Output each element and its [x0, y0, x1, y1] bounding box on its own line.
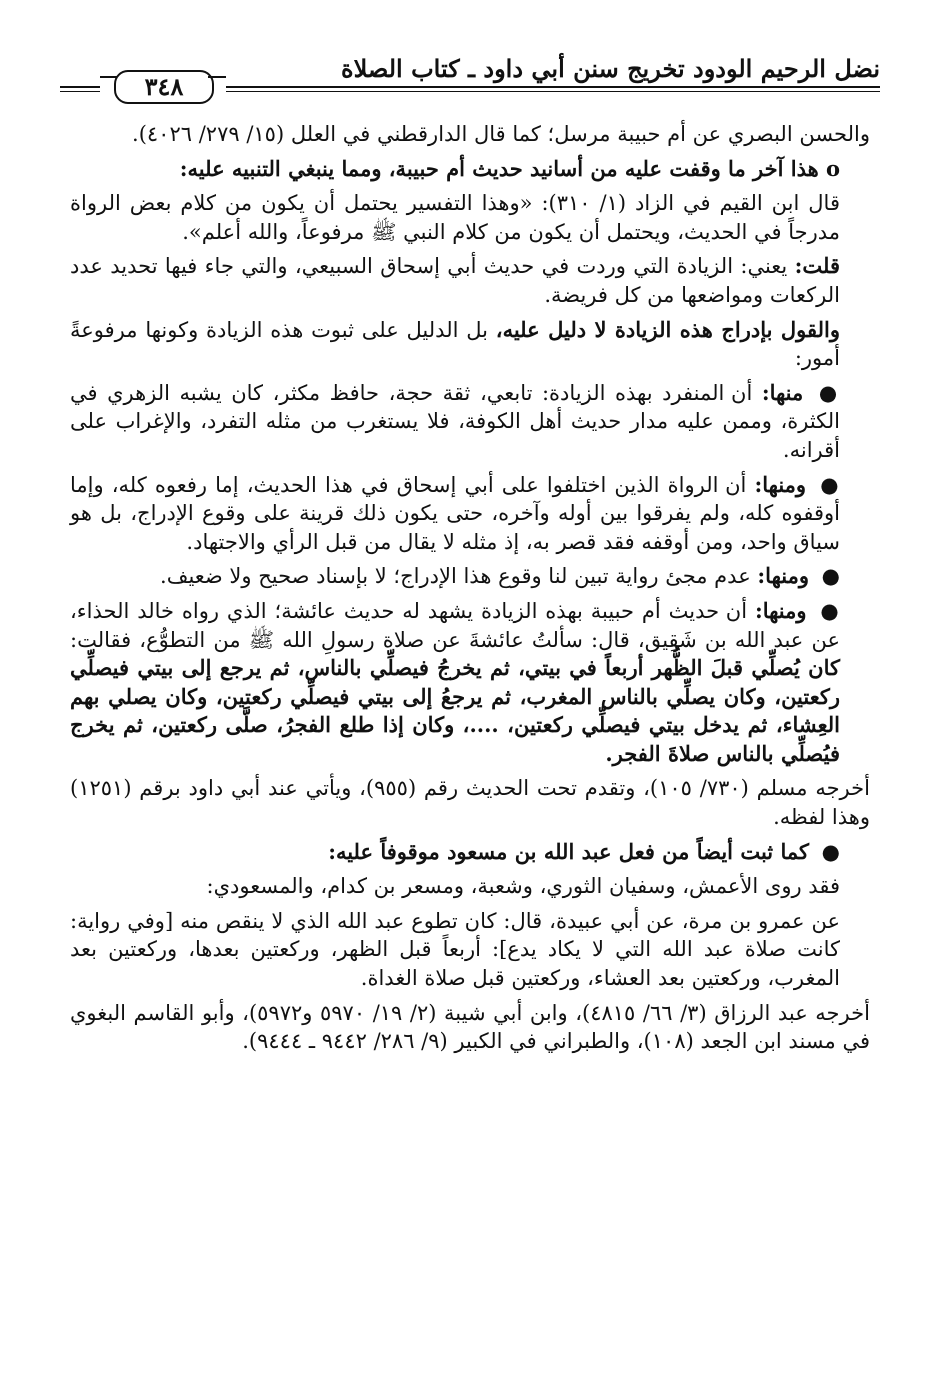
paragraph-5-text: بل الدليل على ثبوت هذه الزيادة وكونها مرفوعةً أمور: [70, 317, 840, 371]
bullet: ● [820, 597, 840, 623]
paragraph-11-text: كما ثبت أيضاً من فعل عبد الله بن مسعود موقوفاً عليه: [328, 838, 809, 864]
paragraph-10: أخرجه مسلم (٧٣٠/ ١٠٥)، وتقدم تحت الحديث رقم (٩٥٥)، ويأتي عند أبي داود برقم (١٢٥١) وهذا لفظه. [70, 776, 870, 830]
paragraph-3: قال ابن القيم في الزاد (١/ ٣١٠): «وهذا التفسير يحتمل أن يكون من كلام بعض الرواة مدرجاً في الحديث، ويحتمل أن يكون من كلام النبي ﷺ مرفوعاً، والله أعلم». [70, 191, 840, 244]
paragraph-4-lead: قلت: [794, 253, 840, 279]
page-number: ٣٤٨ [114, 70, 214, 104]
page-body [70, 120, 870, 1062]
paragraph-8-text: عدم مجئ رواية تبين لنا وقوع هذا الإدراج؛ لا بإسناد صحيح ولا ضعيف. [160, 564, 751, 589]
paragraph-9-lead: ومنها: [754, 597, 807, 623]
paragraph-9-hadith: كان يُصلِّي قبلَ الظُّهر أربعاً في بيتي، ثم يخرجُ فيصلِّي بالناس، ثم يرجع إلى بيتي فيصلِّي ركعتين، وكان يصلِّي بالناس المغرب، ثم يرجعُ إلى بيتي فيصلِّي ركعتين، وكان يصلي بهم العِشاء، ثم يدخل بيتي فيصلِّي ركعتين، ....، وكان إذا طلع الفجرُ، صلَّى ركعتين، ثم يخرج فيُصلِّي بالناس صلاةَ الفجر. [70, 655, 840, 766]
bullet: ● [821, 563, 840, 589]
paragraph-11 [70, 838, 870, 867]
paragraph-9-text: أن حديث أم حبيبة بهذه الزيادة يشهد له حديث عائشة؛ الذي رواه خالد الحذاء، عن عبد الله بن شَقِيق، قال: سألتُ عائشةَ عن صلاة رسولِ الله ﷺ من التطوُّع، فقالت: [70, 598, 840, 652]
paragraph-5-bold: والقول بإدراج هذه الزيادة لا دليل عليه، [495, 316, 840, 342]
bullet: ● [821, 838, 840, 864]
paragraph-7-text: أن الرواة الذين اختلفوا على أبي إسحاق في هذا الحديث، إما رفعوه كله، وإما أوقفوه كله، ولم يفرقوا بين أوله وآخره، حتى يكون ذلك قرينة على وقوع الإدراج، بل هو سياق واحد، ومن أوقفه فقد قصر به، إذ مثله لا يقال من قبل الرأي والاجتهاد. [70, 472, 840, 554]
paragraph-9 [70, 597, 870, 769]
circle-bullet: o [825, 155, 840, 181]
paragraph-8-lead: ومنها: [757, 563, 809, 589]
bullet: ● [820, 471, 840, 497]
header-title: نضل الرحيم الودود تخريج سنن أبي داود ـ كتاب الصلاة [341, 54, 880, 83]
paragraph-2 [70, 155, 870, 184]
paragraph-6-text: أن المنفرد بهذه الزيادة: تابعي، ثقة حجة، حافظ مكثر، كان يشبه الزهري في الكثرة، وممن عليه مدار حديث أهل الكوفة، فلا يستغرب من مثله التفرد، والإغراب على أقرانه. [70, 380, 840, 462]
running-header [60, 48, 880, 101]
page-number-frame [100, 68, 226, 104]
paragraph-12: فقد روى الأعمش، وسفيان الثوري، وشعبة، ومسعر بن كدام، والمسعودي: [206, 874, 840, 899]
paragraph-13: عن عمرو بن مرة، عن أبي عبيدة، قال: كان تطوع عبد الله الذي لا ينقص منه [وفي رواية: كانت صلاة عبد الله التي لا يكاد يدع]: أربعاً قبل الظهر، وركعتين بعدها، وركعتين بعد المغرب، وركعتين بعد العشاء، وركعتين قبل صلاة الغداة. [70, 908, 840, 991]
bullet: ● [818, 379, 840, 405]
paragraph-5 [70, 316, 870, 373]
paragraph-7 [70, 471, 870, 557]
paragraph-8 [70, 562, 870, 591]
paragraph-14: أخرجه عبد الرزاق (٣/ ٦٦/ ٤٨١٥)، وابن أبي شيبة (٢/ ١٩/ ٥٩٧٠ و٥٩٧٢)، وأبو القاسم البغوي في مسند ابن الجعد (١٠٨)، والطبراني في الكبير (٩/ ٢٨٦/ ٩٤٤٢ ـ ٩٤٤٤). [70, 1000, 870, 1054]
ornament-right [208, 76, 226, 96]
paragraph-6-lead: منها: [761, 379, 804, 405]
paragraph-4-text: يعني: الزيادة التي وردت في حديث أبي إسحاق السبيعي، والتي جاء فيها تحديد عدد الركعات ومواضعها من كل فريضة. [70, 254, 840, 307]
paragraph-7-lead: ومنها: [754, 471, 807, 497]
paragraph-6 [70, 379, 870, 465]
paragraph-1: والحسن البصري عن أم حبيبة مرسل؛ كما قال الدارقطني في العلل (١٥/ ٢٧٩/ ٤٠٢٦). [132, 122, 870, 146]
paragraph-2-text: هذا آخر ما وقفت عليه من أسانيد حديث أم حبيبة، ومما ينبغي التنبيه عليه: [179, 155, 819, 181]
paragraph-4 [70, 252, 870, 309]
